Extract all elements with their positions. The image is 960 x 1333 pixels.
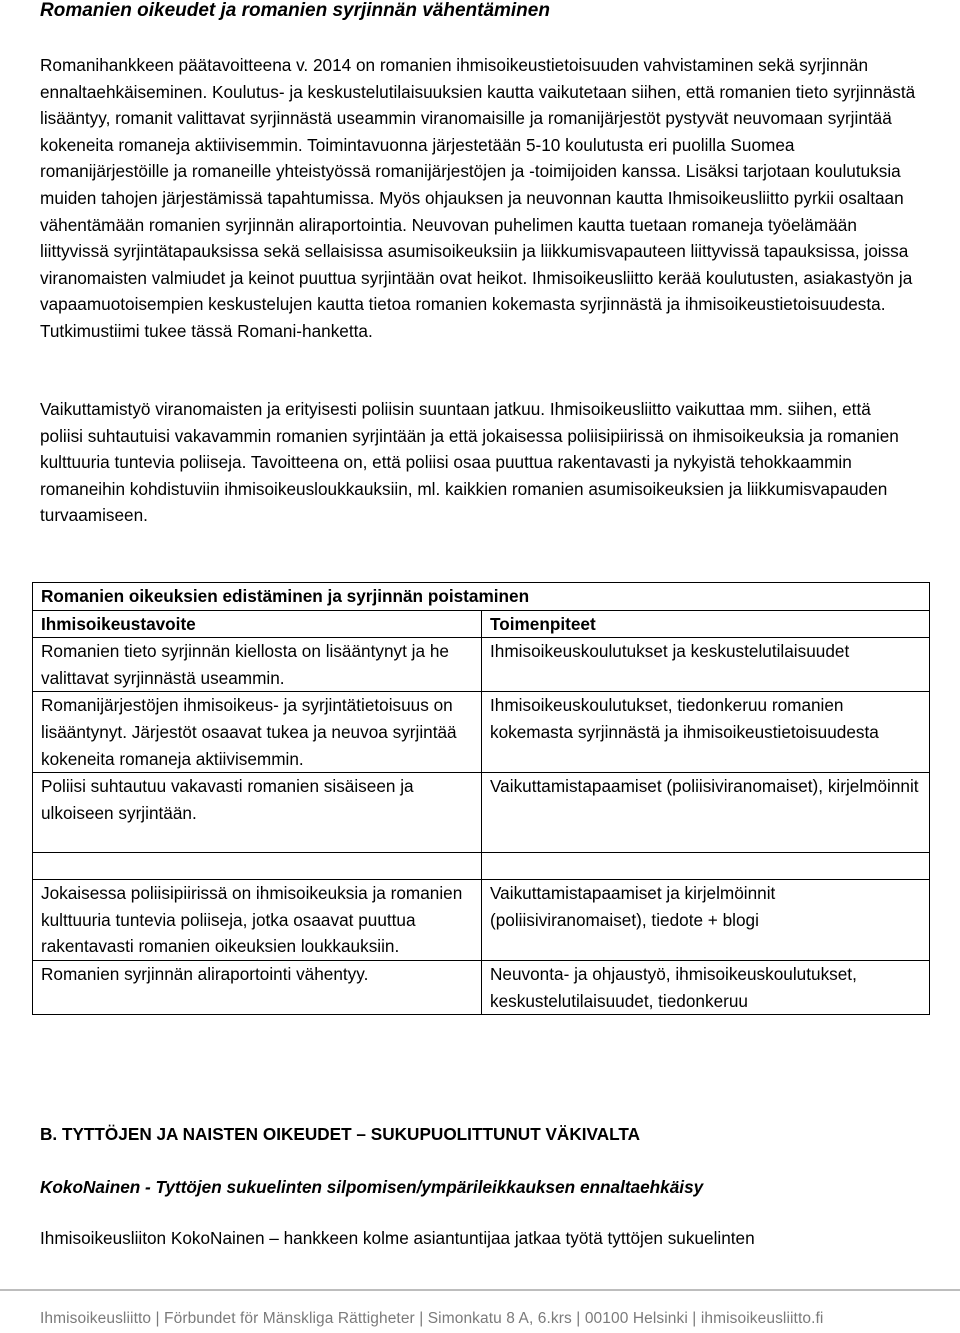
goal-cell: Jokaisessa poliisipiirissä on ihmisoikeuksia ja romanien kulttuuria tuntevia poliiseja, jotka osaavat puuttua rakentavasti romanien oikeuksien loukkauksiin. [33, 880, 482, 961]
section-b-heading: B. TYTTÖJEN JA NAISTEN OIKEUDET – SUKUPUOLITTUNUT VÄKIVALTA [40, 1124, 640, 1144]
footer-divider [0, 1289, 960, 1291]
table-row [33, 960, 930, 1014]
empty-cell [482, 853, 930, 880]
goal-cell: Romanien tieto syrjinnän kiellosta on lisääntynyt ja he valittavat syrjinnästä useammin. [33, 638, 482, 692]
column-header-goal: Ihmisoikeustavoite [33, 610, 482, 638]
action-cell: Ihmisoikeuskoulutukset ja keskustelutilaisuudet [482, 638, 930, 692]
table-title: Romanien oikeuksien edistäminen ja syrjinnän poistaminen [33, 583, 930, 611]
table-row [33, 692, 930, 773]
action-cell: Vaikuttamistapaamiset ja kirjelmöinnit (poliisiviranomaiset), tiedote + blogi [482, 880, 930, 961]
table-spacer-row [33, 853, 930, 880]
page-footer: Ihmisoikeusliitto | Förbundet för Mänskliga Rättigheter | Simonkatu 8 A, 6.krs | 00100 Helsinki | ihmisoikeusliitto.fi [40, 1310, 824, 1327]
goals-measures-table [32, 582, 930, 1015]
table-row [33, 773, 930, 853]
column-header-actions: Toimenpiteet [482, 610, 930, 638]
section-heading: Romanien oikeudet ja romanien syrjinnän vähentäminen [40, 0, 550, 21]
action-cell: Neuvonta- ja ohjaustyö, ihmisoikeuskoulutukset, keskustelutilaisuudet, tiedonkeruu [482, 960, 930, 1014]
action-cell: Ihmisoikeuskoulutukset, tiedonkeruu romanien kokemasta syrjinnästä ja ihmisoikeustietoisuudesta [482, 692, 930, 773]
paragraph-advocacy-police: Vaikuttamistyö viranomaisten ja erityisesti poliisin suuntaan jatkuu. Ihmisoikeusliitto vaikuttaa mm. siihen, että poliisi suhtautuisi vakavammin romanien syrjintään ja että jokaisessa poliisipiirissä on ihmisoikeuksia ja romanien kulttuuria tuntevia poliiseja. Tavoitteena on, että poliisi osaa puuttua rakentavasti ja nykyistä tehokkaammin romaneihin kohdistuviin ihmisoikeusloukkauksiin, ml. kaikkien romanien asumisoikeuksien ja liikkumisvapauden turvaamiseen. [40, 399, 899, 526]
table-row [33, 638, 930, 692]
table-header-row [33, 610, 930, 638]
paragraph-kokonainen: Ihmisoikeusliiton KokoNainen – hankkeen kolme asiantuntijaa jatkaa työtä tyttöjen sukuelinten [40, 1228, 755, 1248]
table-row [33, 880, 930, 961]
goal-cell: Romanien syrjinnän aliraportointi vähentyy. [33, 960, 482, 1014]
action-cell: Vaikuttamistapaamiset (poliisiviranomaiset), kirjelmöinnit [482, 773, 930, 853]
paragraph-romani-project: Romanihankkeen päätavoitteena v. 2014 on romanien ihmisoikeustietoisuuden vahvistaminen sekä syrjinnän ennaltaehkäiseminen. Koulutus- ja keskustelutilaisuuksien kautta vaikutetaan siihen, että romanien tieto syrjinnästä lisääntyy, romanit valittavat syrjinnästä useammin viranomaisille ja romanijärjestöt pystyvät neuvomaan syrjintää kokeneita romaneja aktiivisemmin. Toimintavuonna järjestetään 5-10 koulutusta eri puolilla Suomea romanijärjestöille ja romaneille yhteistyössä romanijärjestöjen ja -toimijoiden kanssa. Lisäksi tarjotaan koulutuksia muiden tahojen järjestämissä tapahtumissa. Myös ohjauksen ja neuvonnan kautta Ihmisoikeusliitto pyrkii osaltaan vähentämään romanien syrjinnän aliraportointia. Neuvovan puhelimen kautta tuetaan romaneja työelämään liittyvissä syrjintätapauksissa sekä sellaisissa asumisoikeuksiin ja liikkumisvapauteen liittyvissä tapauksissa, joissa viranomaisten valmiudet ja keinot puuttua syrjintään ovat heikot. Ihmisoikeusliitto kerää koulutusten, asiakastyön ja vapaamuotoisempien keskustelujen kautta tietoa romanien kokemasta syrjinnästä ja ihmisoikeustietoisuudesta. Tutkimustiimi tukee tässä Romani-hanketta. [40, 55, 916, 341]
goal-cell: Poliisi suhtautuu vakavasti romanien sisäiseen ja ulkoiseen syrjintään. [33, 773, 482, 853]
goal-cell: Romanijärjestöjen ihmisoikeus- ja syrjintätietoisuus on lisääntynyt. Järjestöt osaavat tukea ja neuvoa syrjintää kokeneita romaneja aktiivisemmin. [33, 692, 482, 773]
project-subheading: KokoNainen - Tyttöjen sukuelinten silpomisen/ympärileikkauksen ennaltaehkäisy [40, 1177, 704, 1197]
empty-cell [33, 853, 482, 880]
table-title-row [33, 583, 930, 611]
